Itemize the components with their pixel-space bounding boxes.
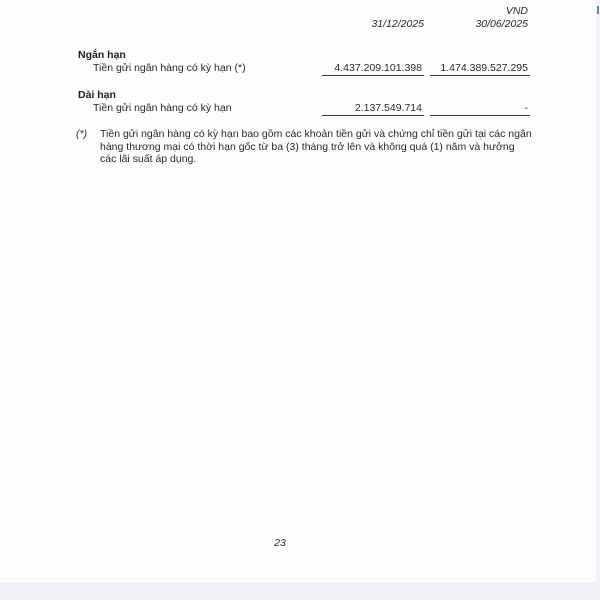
value-long-term-current: 2.137.549.714 xyxy=(354,102,422,114)
value-long-term-previous: - xyxy=(524,102,528,114)
column-header-current-date: 31/12/2025 xyxy=(371,18,424,30)
value-short-term-current: 4.437.209.101.398 xyxy=(334,62,422,74)
total-underline-current xyxy=(322,75,424,76)
total-underline-current xyxy=(322,115,424,116)
page-edge xyxy=(596,0,600,600)
section-title-short-term: Ngắn hạn xyxy=(78,49,126,61)
edge-marker xyxy=(597,6,599,14)
total-underline-previous xyxy=(430,75,530,76)
column-header-previous-date: 30/06/2025 xyxy=(475,18,528,30)
row-label-long-term-deposits: Tiền gửi ngân hàng có kỳ hạn xyxy=(93,102,232,114)
row-label-short-term-deposits: Tiền gửi ngân hàng có kỳ hạn (*) xyxy=(93,62,246,74)
bottom-band xyxy=(0,582,600,600)
section-title-long-term: Dài hạn xyxy=(78,89,116,101)
currency-label: VND xyxy=(505,5,528,17)
footnote-text: Tiền gửi ngân hàng có kỳ hạn bao gồm các khoản tiền gửi và chứng chỉ tiền gửi tại các ngân hàng thương mại có thời hạn gốc từ ba (3) tháng trở lên và không quá (1) năm và hưởng các lãi suất áp dụng. xyxy=(100,128,532,165)
page-number: 23 xyxy=(274,537,286,549)
total-underline-previous xyxy=(430,115,530,116)
value-short-term-previous: 1.474.389.527.295 xyxy=(440,62,528,74)
footnote-marker: (*) xyxy=(76,128,88,140)
